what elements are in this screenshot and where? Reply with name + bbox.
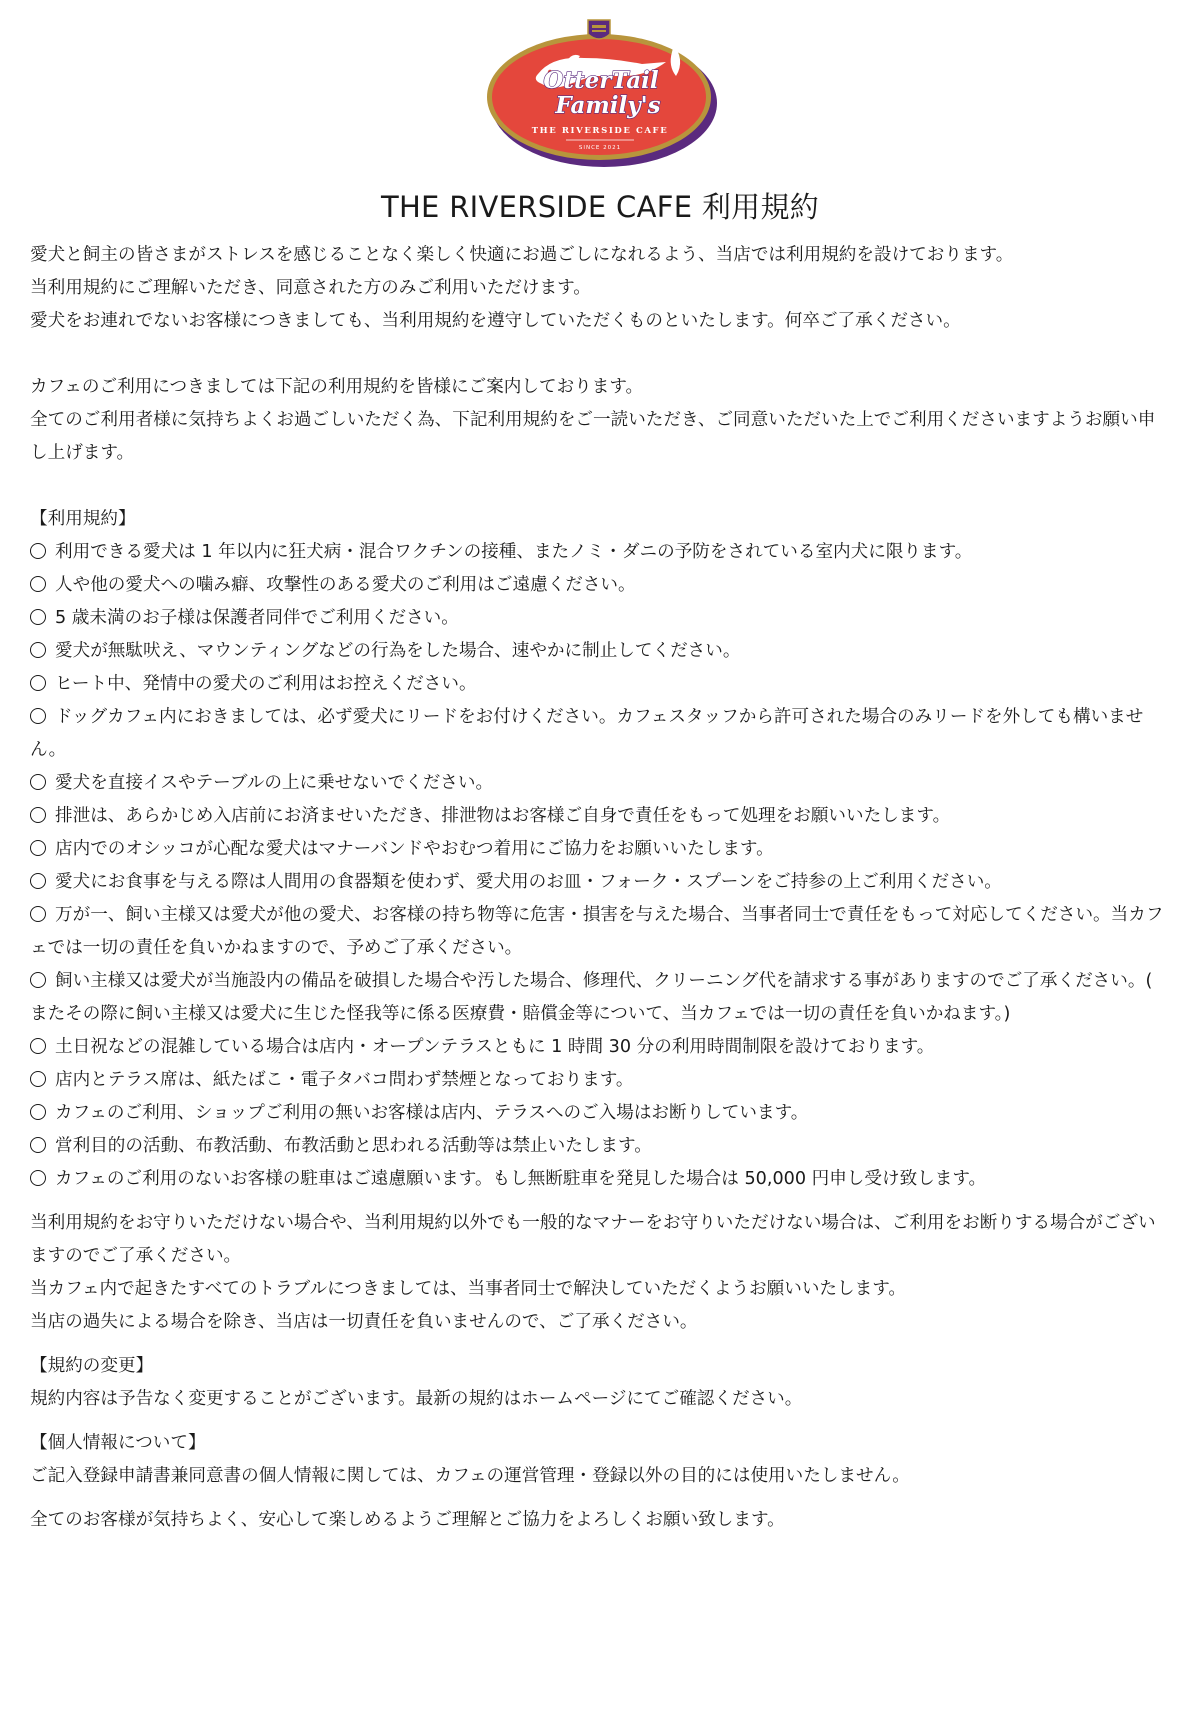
intro2-paragraph: 全てのご利用者様に気持ちよくお過ごしいただく為、下記利用規約をご一読いただき、ご同意いただいた上でご利用くださいますようお願い申し上げます。 [30,410,1156,463]
logo-line1: OtterTail [543,67,659,94]
rule-text: 愛犬を直接イスやテーブルの上に乗せないでください。 [55,773,494,793]
intro-section [30,239,1170,338]
changes-text: 規約内容は予告なく変更することがございます。最新の規約はホームページにてご確認ください。 [30,1389,803,1409]
circle-bullet-icon [30,840,46,856]
closing-paragraph: 当店の過失による場合を除き、当店は一切責任を負いませんので、ご了承ください。 [30,1312,698,1332]
closing-section [30,1207,1170,1339]
rule-text: 人や他の愛犬への噛み癖、攻撃性のある愛犬のご利用はご遠慮ください。 [55,575,636,595]
rule-text: 店内とテラス席は、紙たばこ・電子タバコ問わず禁煙となっております。 [55,1070,634,1090]
rule-text: 万が一、飼い主様又は愛犬が他の愛犬、お客様の持ち物等に危害・損害を与えた場合、当事者同士で責任をもって対応してください。当カフェでは一切の責任を負いかねますので、予めご了承ください。 [30,905,1164,958]
rule-item [30,602,1170,635]
circle-bullet-icon [30,774,46,790]
rule-item [30,569,1170,602]
intro-paragraph: 当利用規約にご理解いただき、同意された方のみご利用いただけます。 [30,278,591,298]
closing-paragraph: 当カフェ内で起きたすべてのトラブルにつきましては、当事者同士で解決していただくようお願いいたします。 [30,1279,906,1299]
circle-bullet-icon [30,543,46,559]
circle-bullet-icon [30,708,46,724]
crest-icon [588,20,610,39]
circle-bullet-icon [30,873,46,889]
rule-item [30,701,1170,767]
rule-item [30,965,1170,1031]
rule-text: 愛犬にお食事を与える際は人間用の食器類を使わず、愛犬用のお皿・フォーク・スプーンをご持参の上ご利用ください。 [55,872,1002,892]
rule-item [30,800,1170,833]
intro2-paragraph: カフェのご利用につきましては下記の利用規約を皆様にご案内しております。 [30,377,644,397]
rule-item [30,767,1170,800]
circle-bullet-icon [30,1104,46,1120]
rule-item [30,1064,1170,1097]
terms-body [30,239,1170,1537]
intro-paragraph: 愛犬と飼主の皆さまがストレスを感じることなく楽しく快適にお過ごしになれるよう、当店では利用規約を設けております。 [30,245,1014,265]
rule-item [30,833,1170,866]
rule-text: 店内でのオシッコが心配な愛犬はマナーバンドやおむつ着用にご協力をお願いいたします。 [55,839,774,859]
rule-text: カフェのご利用、ショップご利用の無いお客様は店内、テラスへのご入場はお断りしています。 [55,1103,809,1123]
rule-item [30,668,1170,701]
rule-item [30,899,1170,965]
rule-text: 飼い主様又は愛犬が当施設内の備品を破損した場合や汚した場合、修理代、クリーニング代を請求する事がありますのでご了承ください。( またその際に飼い主様又は愛犬に生じた怪我等に係る医療費・賠償金等について、当カフェでは一切の責任を負いかねます。) [30,971,1153,1024]
circle-bullet-icon [30,609,46,625]
circle-bullet-icon [30,675,46,691]
rule-text: 排泄は、あらかじめ入店前にお済ませいただき、排泄物はお客様ご自身で責任をもって処理をお願いいたします。 [55,806,951,826]
rule-item [30,1163,1170,1196]
rule-text: 土日祝などの混雑している場合は店内・オープンテラスともに 1 時間 30 分の利用時間制限を設けております。 [55,1037,935,1057]
rules-list [30,536,1170,1196]
circle-bullet-icon [30,972,46,988]
rule-text: 利用できる愛犬は 1 年以内に狂犬病・混合ワクチンの接種、またノミ・ダニの予防をされている室内犬に限ります。 [55,542,973,562]
rule-item [30,536,1170,569]
rule-item [30,1130,1170,1163]
changes-heading: 【規約の変更】 [30,1356,154,1376]
rule-text: ヒート中、発情中の愛犬のご利用はお控えください。 [55,674,477,694]
rule-text: 5 歳未満のお子様は保護者同伴でご利用ください。 [55,608,459,628]
cafe-logo [480,12,720,177]
logo-tagline: THE RIVERSIDE CAFE [531,126,669,136]
rule-text: カフェのご利用のないお客様の駐車はご遠慮願います。もし無断駐車を発見した場合は 50,000 円申し受け致します。 [55,1169,987,1189]
intro-paragraph: 愛犬をお連れでないお客様につきましても、当利用規約を遵守していただくものといたします。何卒ご了承ください。 [30,311,961,331]
circle-bullet-icon [30,642,46,658]
circle-bullet-icon [30,1071,46,1087]
rule-text: 愛犬が無駄吠え、マウンティングなどの行為をした場合、速やかに制止してください。 [55,641,741,661]
closing-paragraph: 当利用規約をお守りいただけない場合や、当利用規約以外でも一般的なマナーをお守りいただけない場合は、ご利用をお断りする場合がございますのでご了承ください。 [30,1213,1156,1266]
page-title: THE RIVERSIDE CAFE 利用規約 [380,190,820,224]
rule-item [30,1031,1170,1064]
rules-heading: 【利用規約】 [30,509,136,529]
terms-page [0,12,1200,1710]
circle-bullet-icon [30,576,46,592]
intro2-section [30,371,1170,470]
circle-bullet-icon [30,906,46,922]
logo-since: SINCE 2021 [578,145,622,151]
circle-bullet-icon [30,807,46,823]
rule-item [30,635,1170,668]
rule-item [30,866,1170,899]
logo-emblem [480,12,720,177]
rule-text: ドッグカフェ内におきましては、必ず愛犬にリードをお付けください。カフェスタッフから許可された場合のみリードを外しても構いません。 [30,707,1144,760]
rule-text: 営利目的の活動、布教活動、布教活動と思われる活動等は禁止いたします。 [55,1136,652,1156]
circle-bullet-icon [30,1137,46,1153]
circle-bullet-icon [30,1170,46,1186]
final-message: 全てのお客様が気持ちよく、安心して楽しめるようご理解とご協力をよろしくお願い致します。 [30,1510,785,1530]
logo-line2: Family's [555,92,661,119]
privacy-heading: 【個人情報について】 [30,1433,206,1453]
circle-bullet-icon [30,1038,46,1054]
privacy-text: ご記入登録申請書兼同意書の個人情報に関しては、カフェの運営管理・登録以外の目的には使用いたしません。 [30,1466,910,1486]
rule-item [30,1097,1170,1130]
